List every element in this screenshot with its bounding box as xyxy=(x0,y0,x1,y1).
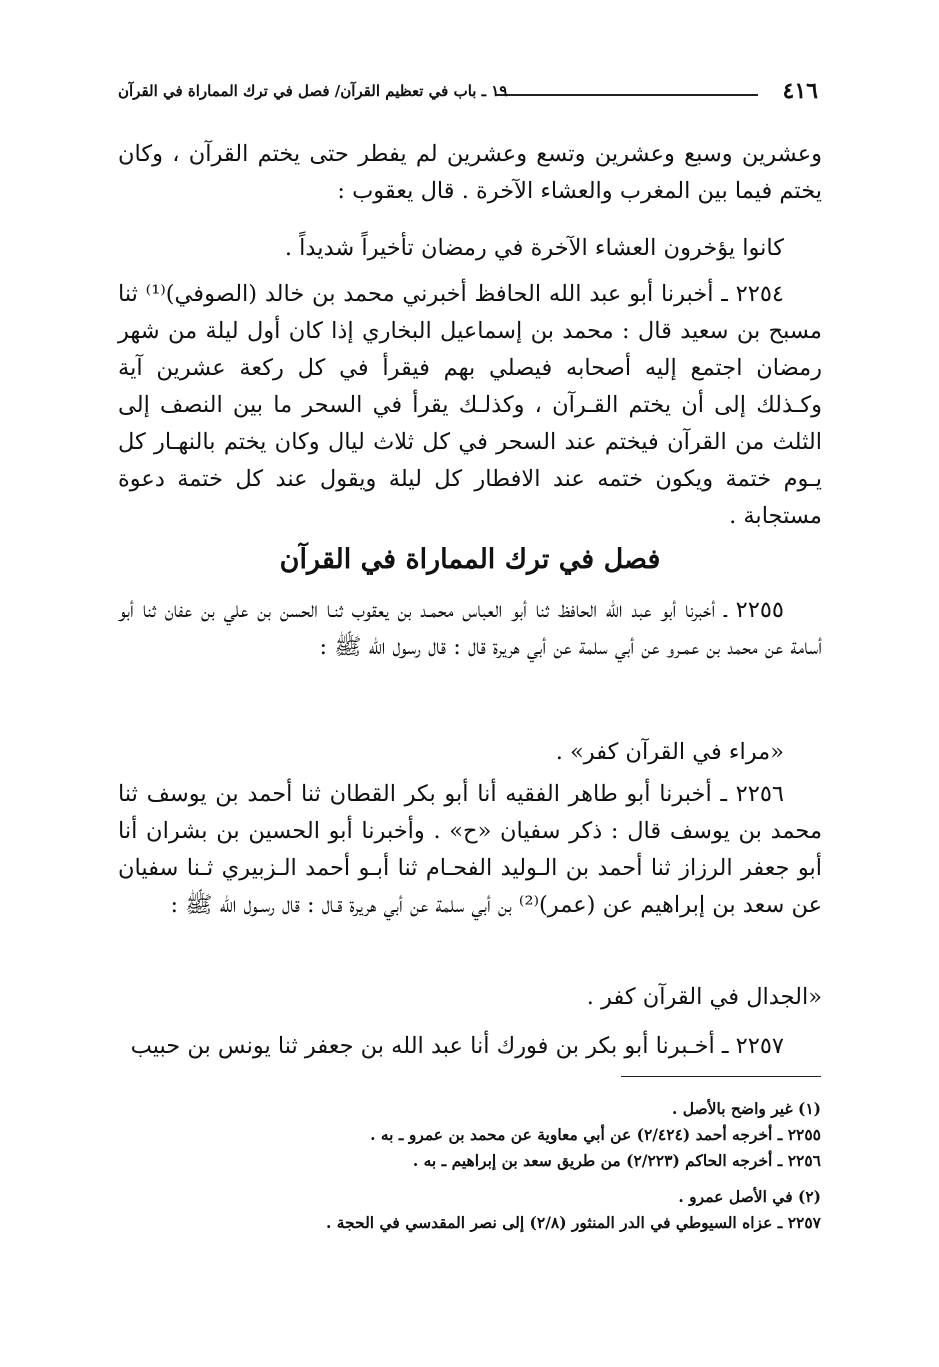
paragraph-text: ٢٢٥٧ ـ أخـبرنا أبو بكر بن فورك أنا عبد الله بن جعفر ثنا يونس بن حبيب xyxy=(130,1033,784,1059)
running-title: ١٩ ـ باب في تعظيم القرآن/ فصل في ترك المماراة في القرآن xyxy=(118,82,508,100)
footnote-2: (٢) في الأصل عمرو . xyxy=(678,1187,821,1206)
paragraph-text: «مراء في القرآن كفر» . xyxy=(555,739,784,765)
hadith-2256 xyxy=(118,776,822,924)
paragraph-text: ٢٢٥٤ ـ أخبرنا أبو عبد الله الحافظ أخبرني محمد بن خالد (الصوفي)⁽¹⁾ ثنا مسبح بن سعيد قال : محمد بن إسماعيل البخاري إذا كان أول ليلة من شهر رمضان اجتمع إليه أصحابه فيصلي بهم فيقرأ في كل ركعة عشرين آية وكـذلك إلى أن يختم القـرآن ، وكذلـك يقرأ في السحر ما بين النصف إلى الثلث من القرآن فيختم عند السحر في كل ثلاث ليال وكان يختم بالنهـار كل يـوم ختمة ويكون ختمه عند الافطار كل ليلة ويقول عند كل ختمة دعوة مستجابة . xyxy=(118,281,822,529)
hadith-quote-2256 xyxy=(118,979,822,1016)
paragraph-text: ٢٢٥٦ ـ أخبرنا أبو طاهر الفقيه أنا أبو بكر القطان ثنا أحمد بن يوسف ثنا محمد بن يوسف قال : ذكر سفيان «ح» . وأخبرنا أبو الحسين بن بشران أنا أبو جعفر الرزاز ثنا أحمد بن الـوليد الفحـام ثنا أبـو أحمد الـزبيري ثـنا سفيان عن سعد بن إبراهيم عن (عمر)⁽²⁾ بن أبي سلمة عن أبي هريرة قـال : قال رسـول الله ﷺ : xyxy=(118,781,822,918)
footnote-2257: ٢٢٥٧ ـ عزاه السيوطي في الدر المنثور (٢/٨) إلى نصر المقدسي في الحجة . xyxy=(325,1213,821,1232)
paragraph-continuation xyxy=(118,136,822,210)
hadith-2254 xyxy=(118,276,822,535)
hadith-2255 xyxy=(118,592,822,666)
footnote-gap xyxy=(117,1174,821,1184)
footnote-rule xyxy=(621,1076,821,1077)
paragraph-text: كانوا يؤخرون العشاء الآخرة في رمضان تأخيراً شديداً . xyxy=(284,235,784,261)
footnotes xyxy=(117,1096,821,1236)
hadith-quote-2255 xyxy=(118,734,822,771)
footnote-1: (١) غير واضح بالأصل . xyxy=(671,1099,821,1118)
hadith-2257 xyxy=(118,1028,822,1065)
footnote-2255: ٢٢٥٥ ـ أخرجه أحمد (٢/٤٢٤) عن أبي معاوية عن محمد بن عمرو ـ به . xyxy=(370,1125,821,1144)
header-rule xyxy=(496,94,758,96)
paragraph-text: «الجدال في القرآن كفر . xyxy=(586,984,822,1010)
paragraph-text: وعشرين وسبع وعشرين وتسع وعشرين لم يفطر حتى يختم القرآن ، وكان يختم فيما بين المغرب والعشاء الآخرة . قال يعقوب : xyxy=(118,141,822,204)
paragraph-text: ٢٢٥٥ ـ أخبرنا أبو عبد الله الحافظ ثنا أبو العباس محمـد بن يعقوب ثنـا الحسن بن علي بن عفان ثنا أبو أسامة عن محمد بن عمـرو عن أبي سلمة عن أبي هريرة قال : قال رسول الله ﷺ : xyxy=(118,597,822,660)
page-header xyxy=(118,74,818,108)
section-heading: فصل في ترك المماراة في القرآن xyxy=(279,544,661,575)
footnote-2256: ٢٢٥٦ ـ أخرجه الحاكم (٢/٢٢٣) من طريق سعد بن إبراهيم ـ به . xyxy=(412,1151,821,1170)
page-number: ٤١٦ xyxy=(782,78,818,104)
paragraph-quote xyxy=(118,230,822,267)
